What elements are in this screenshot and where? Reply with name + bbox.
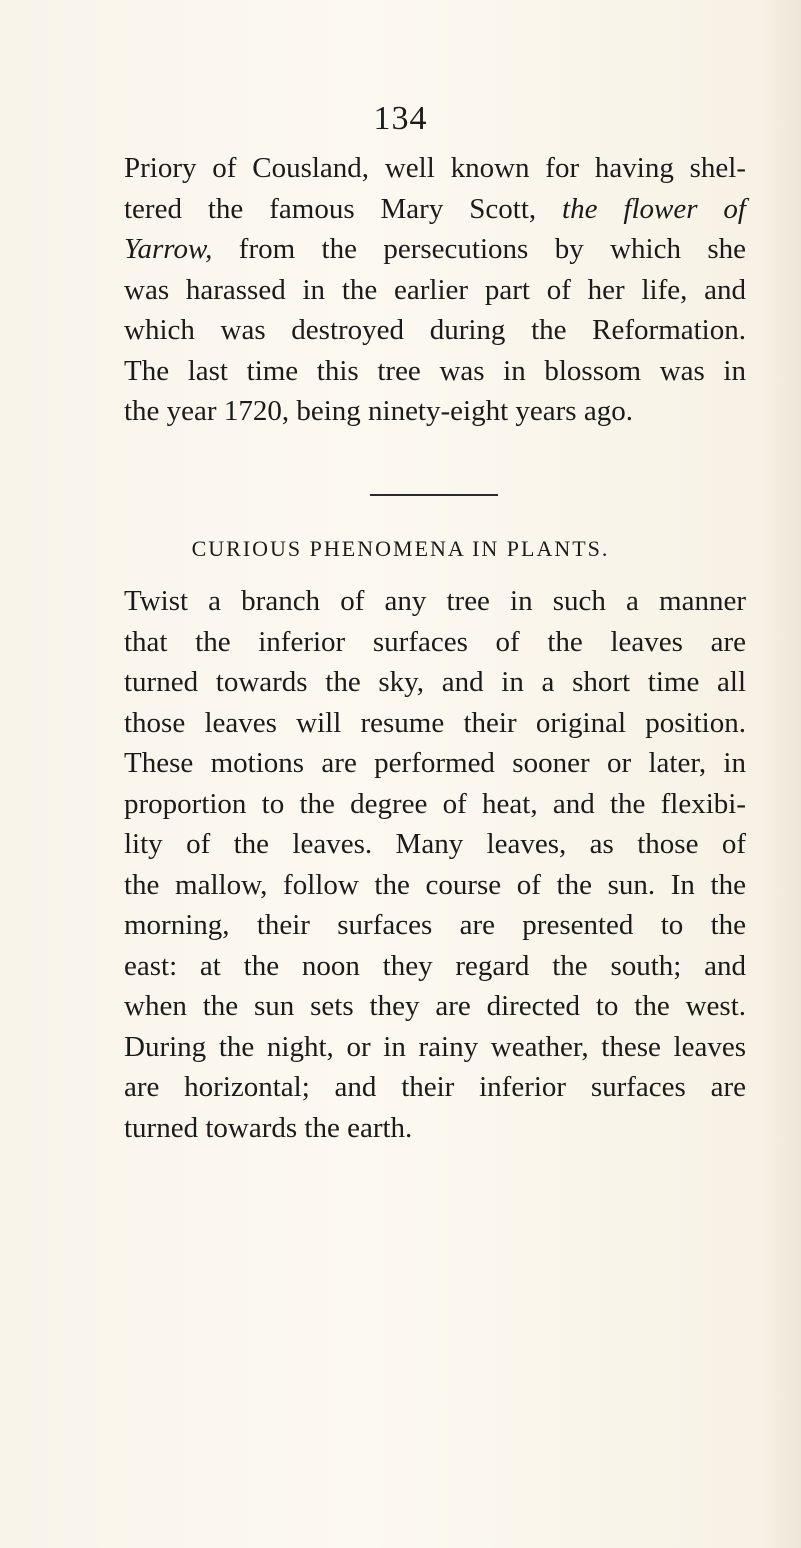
section-heading: CURIOUS PHENOMENA IN PLANTS. xyxy=(191,536,610,561)
text-line: which was destroyed during the Reformation. xyxy=(124,314,746,346)
text-span: from the persecutions by which she xyxy=(238,233,746,265)
text-line: lity of the leaves. Many leaves, as those of xyxy=(124,828,746,860)
text-line: those leaves will resume their original position. xyxy=(124,706,746,739)
text-line xyxy=(124,189,746,230)
text-line xyxy=(124,229,746,270)
text-line: was harassed in the earlier part of her life, and xyxy=(124,273,746,306)
text-line: the mallow, follow the course of the sun. In the xyxy=(124,868,746,901)
paragraph-phenomena xyxy=(124,581,746,1148)
text-line: are horizontal; and their inferior surfaces are xyxy=(124,1071,746,1103)
text-line: During the night, or in rainy weather, these leaves xyxy=(124,1030,746,1063)
text-line: Twist a branch of any tree in such a manner xyxy=(124,585,746,617)
text-line: the year 1720, being ninety-eight years ago. xyxy=(124,395,633,427)
page-edge-shadow xyxy=(761,0,801,1548)
text-line: that the inferior surfaces of the leaves are xyxy=(124,625,746,658)
paragraph-priory xyxy=(124,148,746,432)
section-divider xyxy=(370,494,498,496)
text-line: turned towards the earth. xyxy=(124,1111,413,1144)
text-line: These motions are performed sooner or later, in xyxy=(124,747,746,779)
text-line: east: at the noon they regard the south; and xyxy=(124,949,746,982)
text-line: proportion to the degree of heat, and the flexibi- xyxy=(124,787,746,820)
page-number: 134 xyxy=(373,100,428,137)
italic-title-part: Yarrow, xyxy=(124,233,213,265)
text-line: turned towards the sky, and in a short time all xyxy=(124,666,746,698)
text-line: Priory of Cousland, well known for having shel- xyxy=(124,152,746,184)
italic-title-part: the flower of xyxy=(562,192,746,225)
text-line: morning, their surfaces are presented to the xyxy=(124,909,746,941)
text-line: The last time this tree was in blossom was in xyxy=(124,354,746,387)
text-span: tered the famous Mary Scott, xyxy=(124,192,537,225)
text-line: when the sun sets they are directed to the west. xyxy=(124,990,746,1022)
